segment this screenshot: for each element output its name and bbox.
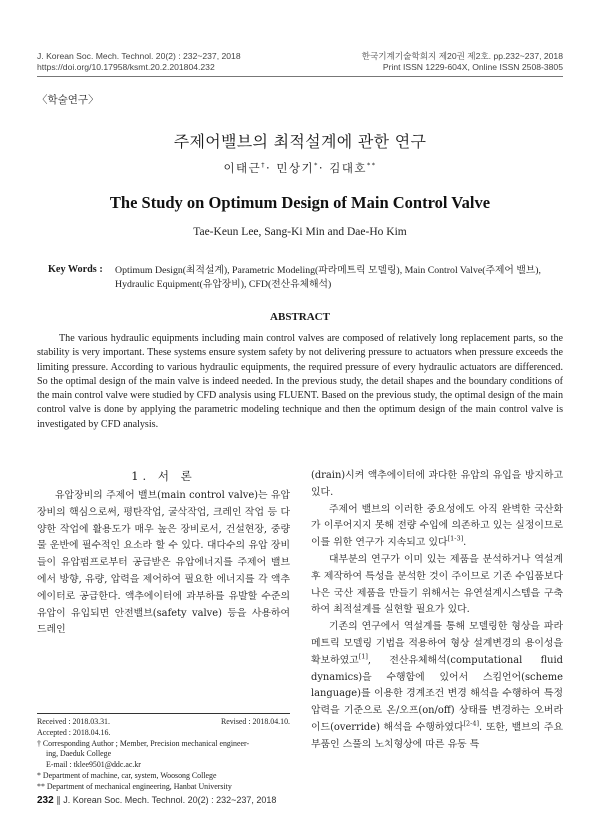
reference-citation[interactable]: [2-4] xyxy=(463,719,480,728)
revised-date: Revised : 2018.04.10. xyxy=(220,717,290,726)
title-english: The Study on Optimum Design of Main Control Valve xyxy=(109,193,491,212)
intro-paragraph-1-cont: (drain)시켜 액추에이터에 과다한 유압의 유입을 방지하고 있다. xyxy=(311,470,563,498)
journal-citation-ko: 한국기계기술학회지 제20권 제2호. pp.232~237, 2018 xyxy=(361,51,563,61)
abstract-text: The various hydraulic equipments including main control valves are composed of relatively long replacement parts, so the stability is very important. These systems ensure system safety by not delivering pressure to actuators when pressure exceeds the limiting pressure. According to various hydraulic equipments, the required pressure of every hydraulic actuators are differenced. So the optimal design of the main valve is indeed needed. In the previous study, the detail shapes and the boundary conditions of the main control valve were studied by CFD analysis using FLUENT. Based on the previous study, the optimal design of the main control valve is done by applying the parametric modeling technique and then the optimum design of the main control valve is investigated by CFD analysis. xyxy=(37,333,563,430)
page-footer xyxy=(37,795,276,806)
journal-citation-en: J. Korean Soc. Mech. Technol. 20(2) : 232~237, 2018 xyxy=(37,51,241,61)
doi-link[interactable]: https://doi.org/10.17958/ksmt.20.2.201804.232 xyxy=(37,62,215,72)
authors-english: Tae-Keun Lee, Sang-Ki Min and Dae-Ho Kim xyxy=(193,226,407,238)
intro-paragraph-4-text-a: 기존의 연구에서 역설계를 통해 모델링한 형상을 파라메트릭 모델링 기법을 적용하여 형상 설계변경의 용이성을 확보하였고 xyxy=(311,621,563,666)
keywords-text: Optimum Design(최적설계), Parametric Modeling(파라메트릭 모델링), Main Control Valve(주제어 밸브), Hydraulic Equipment(유압장비), CFD(전산유체해석) xyxy=(115,265,541,290)
intro-paragraph-3: 대부분의 연구가 이미 있는 제품을 분석하거나 역설계후 제작하여 특성을 분석한 것이 주이므로 기존 수입품보다 나은 국산 제품을 만들기 위해서는 유연설계시스템을 구축하여 최적설계를 실현할 필요가 있다. xyxy=(311,553,563,616)
received-date: Received : 2018.03.31. xyxy=(37,717,110,726)
author-3: · 김대호 xyxy=(318,161,368,175)
authors-korean xyxy=(0,160,600,176)
affiliation-2: ** Department of mechanical engineering, Hanbat University xyxy=(37,781,232,791)
author-1-mark: † xyxy=(261,161,267,170)
affiliation-1: * Department of machine, car, system, Woosong College xyxy=(37,770,217,780)
left-column xyxy=(37,488,290,639)
keywords-label: Key Words : xyxy=(48,264,103,275)
intro-paragraph-4 xyxy=(311,619,563,753)
section-1-heading: 1. 서 론 xyxy=(131,469,196,483)
reference-citation[interactable]: [1] xyxy=(358,652,368,661)
header-divider xyxy=(37,76,563,77)
footnote-divider xyxy=(37,713,290,714)
author-3-mark: ** xyxy=(367,161,377,170)
title-korean: 주제어밸브의 최적설계에 관한 연구 xyxy=(173,132,427,151)
intro-paragraph-4-text-b: , 전산유체해석(computational fluid dynamics)을 수행함에 있어서 스킴언어(scheme language)를 이용한 경계조건 변경 해석을 수행하여 특정 압력을 기준으로 온/오프(on/off) 상태를 변경하는 오버라이드(override) 해석을 수행하였다 xyxy=(311,654,563,733)
intro-paragraph-2-end: . xyxy=(463,537,467,549)
intro-paragraph-2-text: 주제어 밸브의 이러한 중요성에도 아직 완벽한 국산화가 이루어지지 못해 전량 수입에 의존하고 있는 실정이므로 이를 위한 연구가 지속되고 있다 xyxy=(311,503,563,549)
intro-paragraph-1: 유압장비의 주제어 밸브(main control valve)는 유압장비의 핵심으로써, 평탄작업, 굴삭작업, 크레인 작업 등 다양한 작업에 활용도가 매우 높은 장비로서, 건설현장, 중량물 운반에 필수적인 요소라 할 수 있다. 대다수의 유압 장비들이 유압펌프로부터 공급받은 유압에너지를 주제어 밸브에서 방향, 유량, 압력을 제어하여 필요한 에너지를 각 액추에이터로 공급한다. 액추에이터에 과부하를 유발할 수준의 유압이 유입되면 안전밸브(safety valve) 등을 사용하여 드레인 xyxy=(37,490,290,636)
page-number: 232 xyxy=(37,795,54,806)
reference-citation[interactable]: [1-3] xyxy=(447,534,464,543)
author-email[interactable]: E-mail : tklee9501@ddc.ac.kr xyxy=(46,760,141,770)
author-2-mark: * xyxy=(314,161,319,170)
intro-paragraph-4-text-c: . 또한, 밸브의 주요 부품인 스풀의 노치형상에 따른 유동 특 xyxy=(311,721,563,750)
intro-paragraph-2 xyxy=(311,502,563,552)
footer-separator: ∥ xyxy=(56,795,61,805)
corresponding-author: † Corresponding Author ; Member, Precision mechanical engineer- xyxy=(37,738,250,748)
author-2: · 민상기 xyxy=(266,161,315,175)
footnotes xyxy=(37,717,290,793)
corresponding-author-cont: ing, Daeduk College xyxy=(46,749,112,759)
author-1: 이태근 xyxy=(223,161,262,175)
accepted-date: Accepted : 2018.04.16. xyxy=(37,727,111,737)
received-revised-row xyxy=(37,717,290,728)
footer-journal: J. Korean Soc. Mech. Technol. 20(2) : 232~237, 2018 xyxy=(63,795,277,805)
issn-info: Print ISSN 1229-604X, Online ISSN 2508-3805 xyxy=(382,62,563,72)
abstract-heading: ABSTRACT xyxy=(270,311,330,323)
section-tag: 〈학술연구〉 xyxy=(37,94,99,106)
right-column xyxy=(311,468,563,754)
